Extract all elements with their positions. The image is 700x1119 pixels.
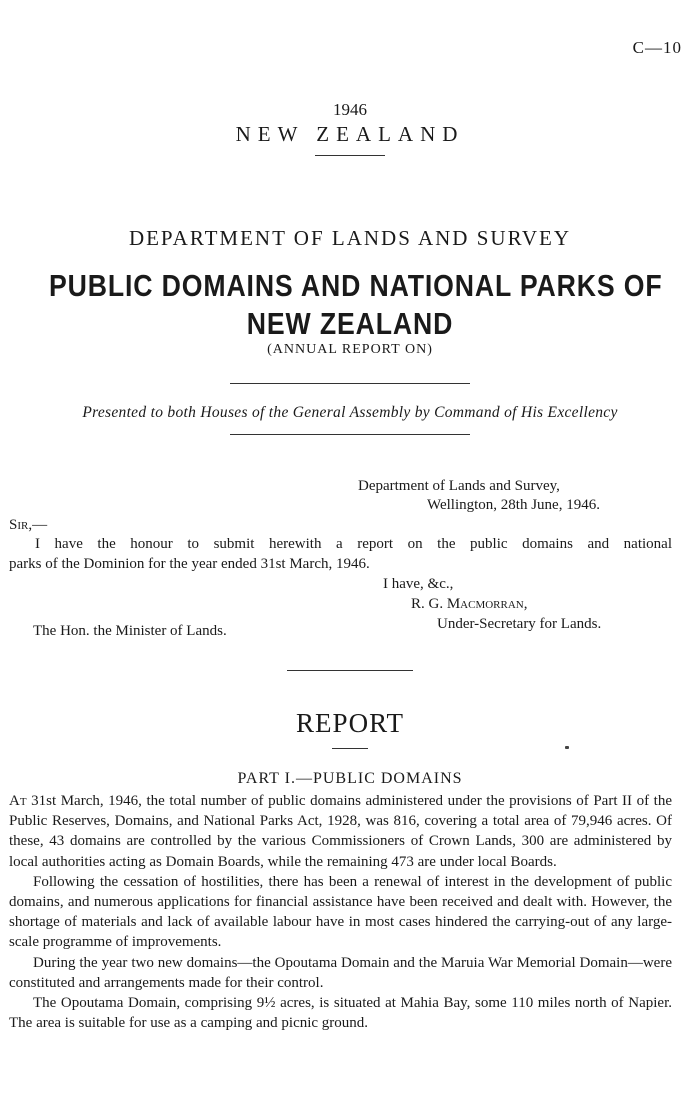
paragraph-1-text: 31st March, 1946, the total number of public domains administered under the provisions of Part II of the Public Reserves, Domains, and National Parks Act, 1928, was 816, covering a total area of 79,946 acres. Of these, 43 domains are controlled by the various Commissioners of Crown Lands, 300 are administered by local authorities acting as Domain Boards, while the remaining 473 are under local Boards. bbox=[9, 793, 672, 870]
letter-body-line2: parks of the Dominion for the year ended 31st March, 1946. bbox=[9, 556, 370, 572]
letter-closing: I have, &c., bbox=[383, 576, 454, 592]
document-title-line2: NEW ZEALAND bbox=[246, 306, 454, 341]
divider-top bbox=[230, 383, 470, 384]
report-heading: REPORT bbox=[296, 708, 404, 738]
divider-report bbox=[332, 748, 368, 749]
letter-addressee: The Hon. the Minister of Lands. bbox=[33, 623, 227, 639]
print-speck bbox=[565, 746, 569, 749]
document-title-line1: PUBLIC DOMAINS AND NATIONAL PARKS OF bbox=[49, 268, 663, 303]
letter-signature-title: Under-Secretary for Lands. bbox=[437, 616, 602, 632]
letter-address-line2: Wellington, 28th June, 1946. bbox=[427, 497, 600, 513]
report-body bbox=[9, 791, 672, 1033]
report-paragraph-2: Following the cessation of hostilities, there has been a renewal of interest in the development of public domains, and numerous applications for financial assistance have been received and dealt with. However, the shortage of materials and lack of available labour have in most cases hindered the carrying-out of any large-scale programme of improvements. bbox=[9, 873, 672, 951]
letter-signature: R. G. Macmorran, bbox=[411, 596, 528, 612]
letter-address-line1: Department of Lands and Survey, bbox=[358, 478, 560, 494]
paragraph-lead-word: At bbox=[9, 793, 27, 809]
letter-salutation: Sir,— bbox=[9, 517, 48, 533]
page-number: C—10 bbox=[632, 38, 682, 57]
document-subtitle: (ANNUAL REPORT ON) bbox=[267, 342, 433, 357]
presented-line: Presented to both Houses of the General Assembly by Command of His Excellency bbox=[82, 404, 618, 421]
report-paragraph-4: The Opoutama Domain, comprising 9½ acres, is situated at Mahia Bay, some 110 miles north of Napier. The area is suitable for use as a camping and picnic ground. bbox=[9, 995, 672, 1032]
country-heading: NEW ZEALAND bbox=[235, 122, 465, 146]
letter-body-line1: I have the honour to submit herewith a report on the public domains and national bbox=[35, 536, 672, 552]
department-heading: DEPARTMENT OF LANDS AND SURVEY bbox=[128, 226, 572, 250]
divider-letter bbox=[287, 670, 413, 671]
part-heading: PART I.—PUBLIC DOMAINS bbox=[237, 770, 463, 787]
divider-bottom bbox=[230, 434, 470, 435]
divider-short bbox=[315, 155, 385, 156]
report-paragraph-3: During the year two new domains—the Opoutama Domain and the Maruia War Memorial Domain—were constituted and arrangements made for their control. bbox=[9, 954, 672, 991]
report-paragraph-1 bbox=[9, 791, 672, 872]
report-year: 1946 bbox=[333, 100, 367, 119]
